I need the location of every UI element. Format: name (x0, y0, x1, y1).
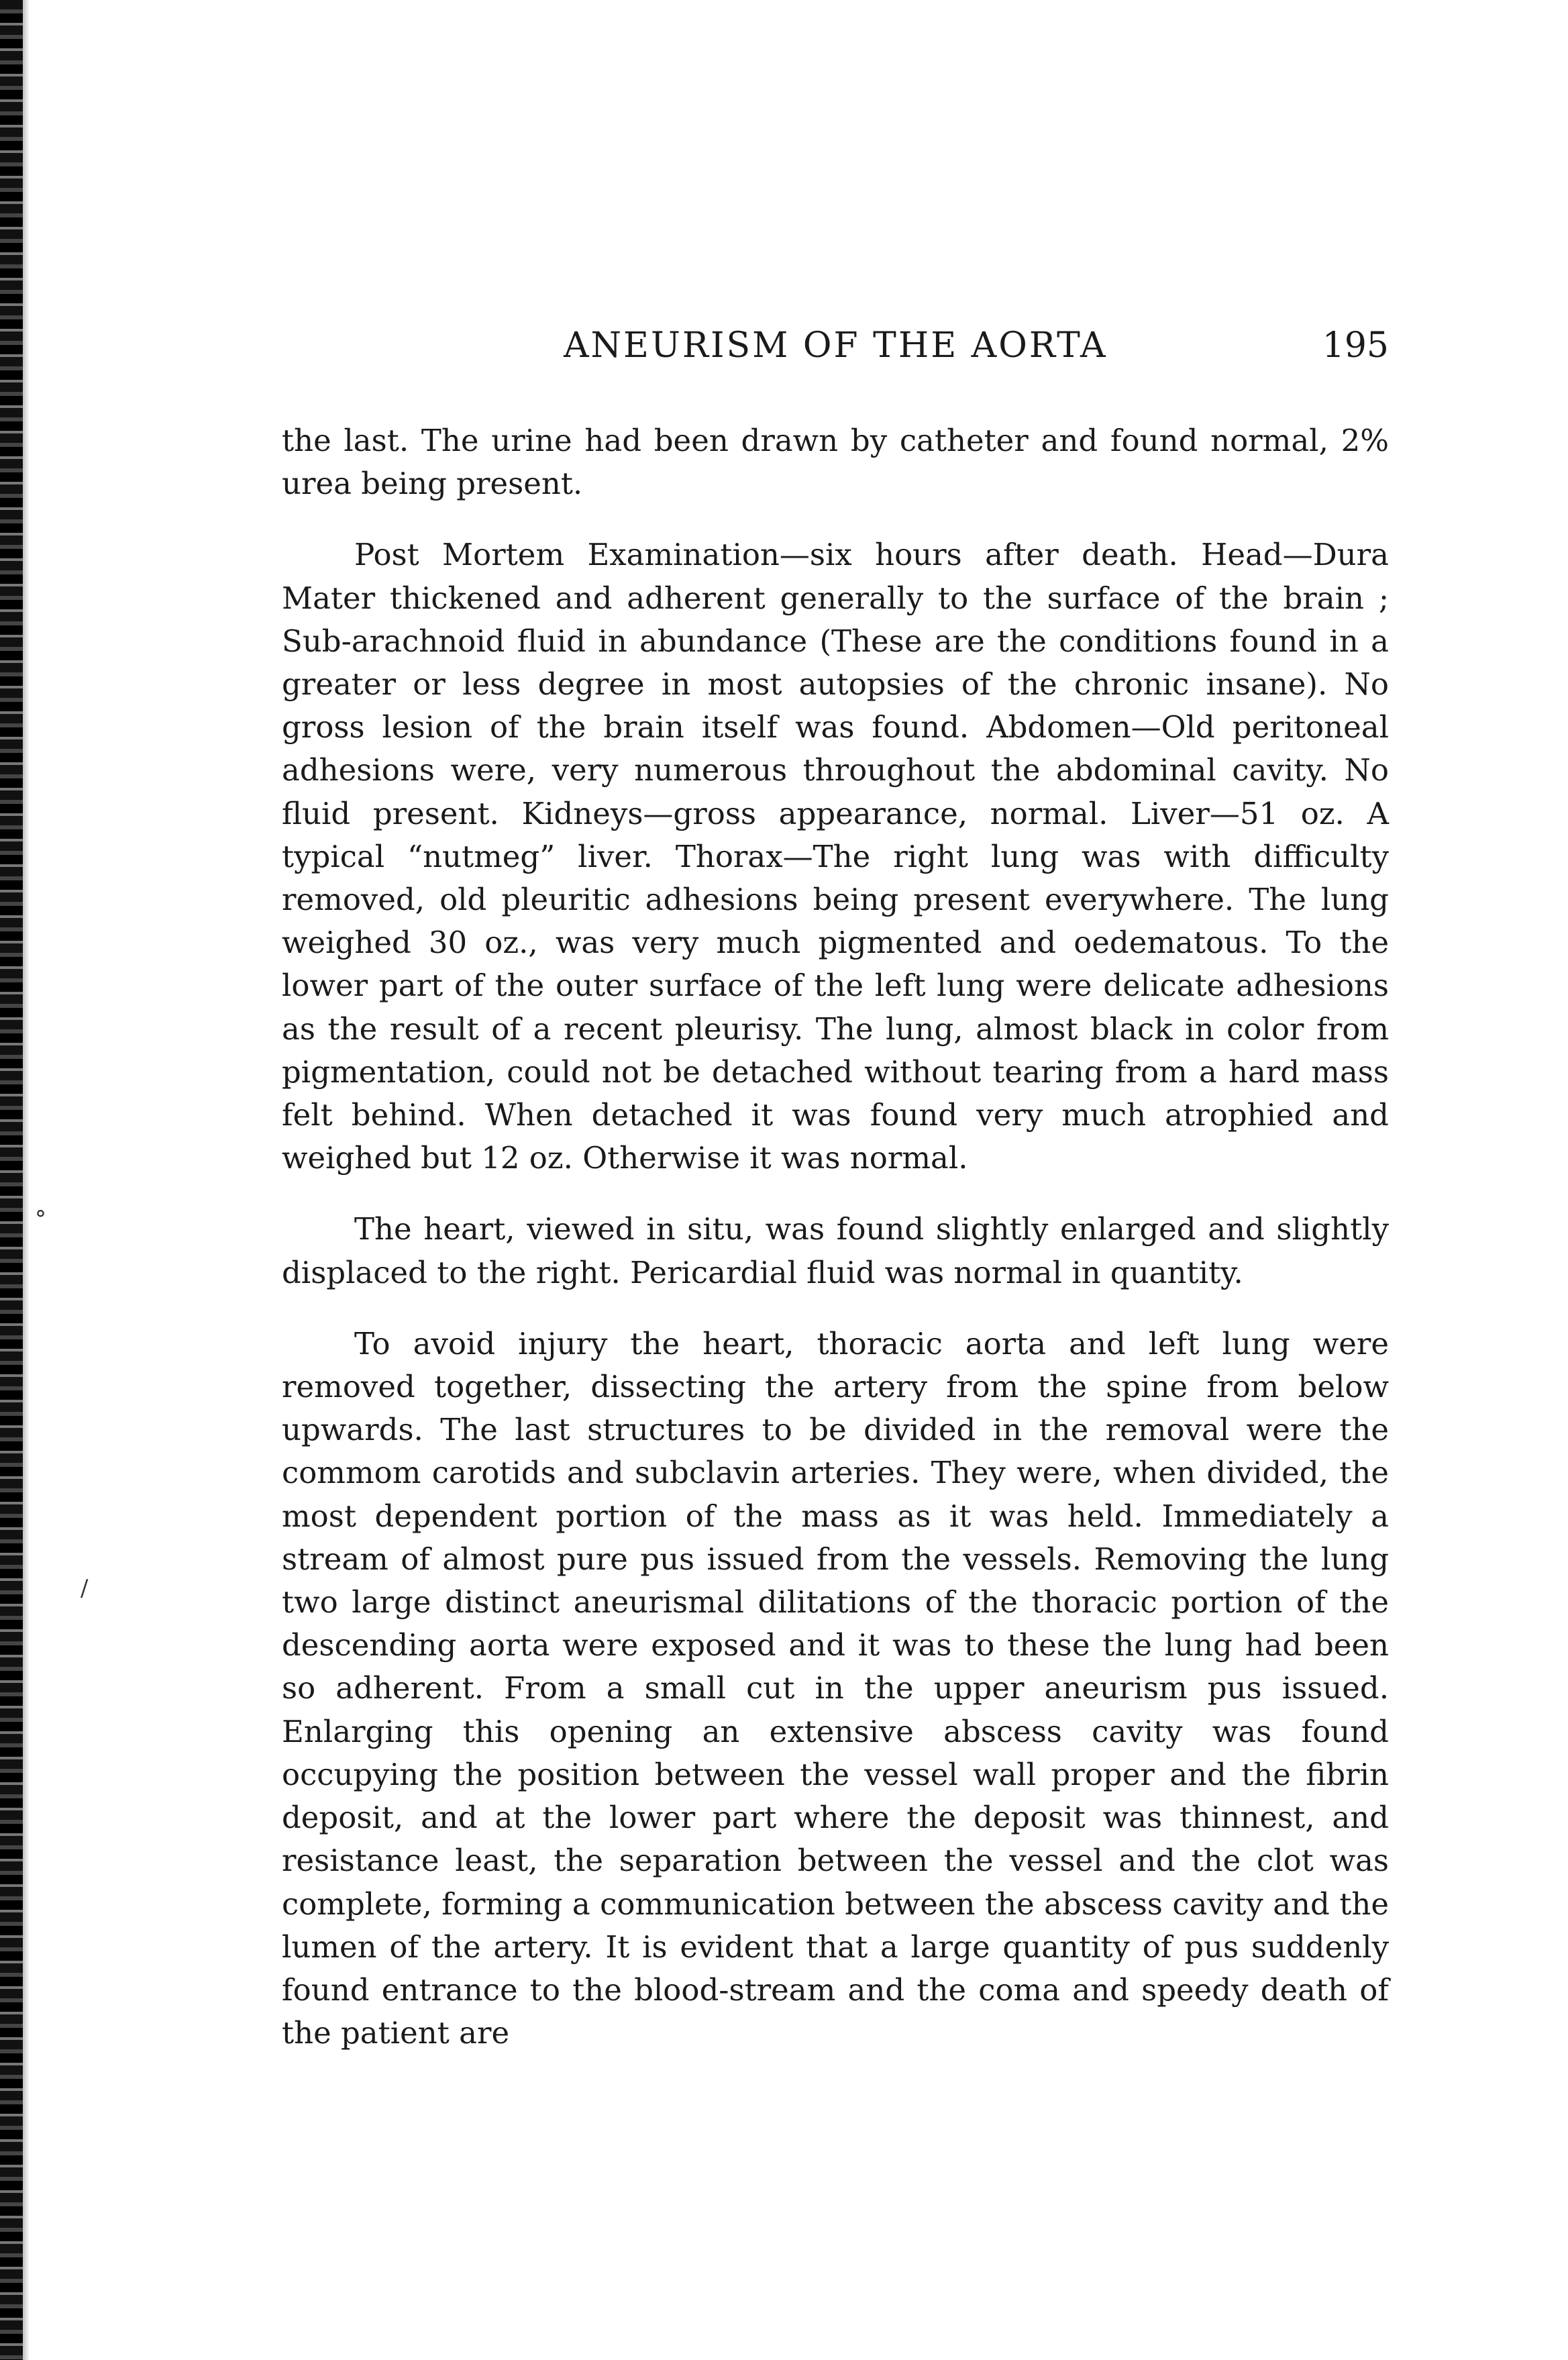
running-title: ANEURISM OF THE AORTA (564, 325, 1108, 366)
paragraph-removal: To avoid injury the heart, thoracic aorta and left lung were removed together, dissecting the artery from the spine from below upwards. The last structures to be divided in the removal were the commom carotids and subclavin arteries. They were, when divided, the most dependent portion of the mass as it was held. Immediately a stream of almost pure pus issued from the vessels. Removing the lung two large distinct aneurismal dilitations of the thoracic portion of the descending aorta were exposed and it was to these the lung had been so adherent. From a small cut in the upper aneurism pus issued. Enlarging this opening an extensive abscess cavity was found occupying the position between the vessel wall proper and the fibrin deposit, and at the lower part where the deposit was thinnest, and resistance least, the separation between the vessel and the clot was complete, forming a communication between the abscess cavity and the lumen of the artery. It is evident that a large quantity of pus suddenly found entrance to the blood-stream and the coma and speedy death of the patient are (282, 1325, 1389, 2051)
page-number: 195 (1322, 325, 1389, 366)
scan-speck: / (81, 1575, 89, 1602)
page-header (564, 325, 1389, 372)
paragraph-heart: The heart, viewed in situ, was found slightly enlarged and slightly displaced to the right. Pericardial fluid was normal in quantity. (282, 1211, 1389, 1290)
body-text (282, 419, 1389, 2055)
scan-speck: ° (35, 1206, 46, 1233)
scan-binding-edge (0, 0, 23, 2360)
paragraph-post-mortem: Post Mortem Examination—six hours after death. Head—Dura Mater thickened and adherent generally to the surface of the brain ; Sub-arachnoid fluid in abundance (These are the conditions found in a greater or less degree in most autopsies of the chronic insane). No gross lesion of the brain itself was found. Abdomen—Old peritoneal adhesions were, very numerous throughout the abdominal cavity. No fluid present. Kidneys—gross appearance, normal. Liver—51 oz. A typical “nutmeg” liver. Thorax—The right lung was with difficulty removed, old pleuritic adhesions being present everywhere. The lung weighed 30 oz., was very much pigmented and oedematous. To the lower part of the outer surface of the left lung were delicate adhesions as the result of a recent pleurisy. The lung, almost black in color from pigmentation, could not be detached without tearing from a hard mass felt behind. When detached it was found very much atrophied and weighed but 12 oz. Otherwise it was normal. (282, 537, 1389, 1176)
paragraph-continuation: the last. The urine had been drawn by catheter and found normal, 2% urea being present. (282, 423, 1389, 502)
